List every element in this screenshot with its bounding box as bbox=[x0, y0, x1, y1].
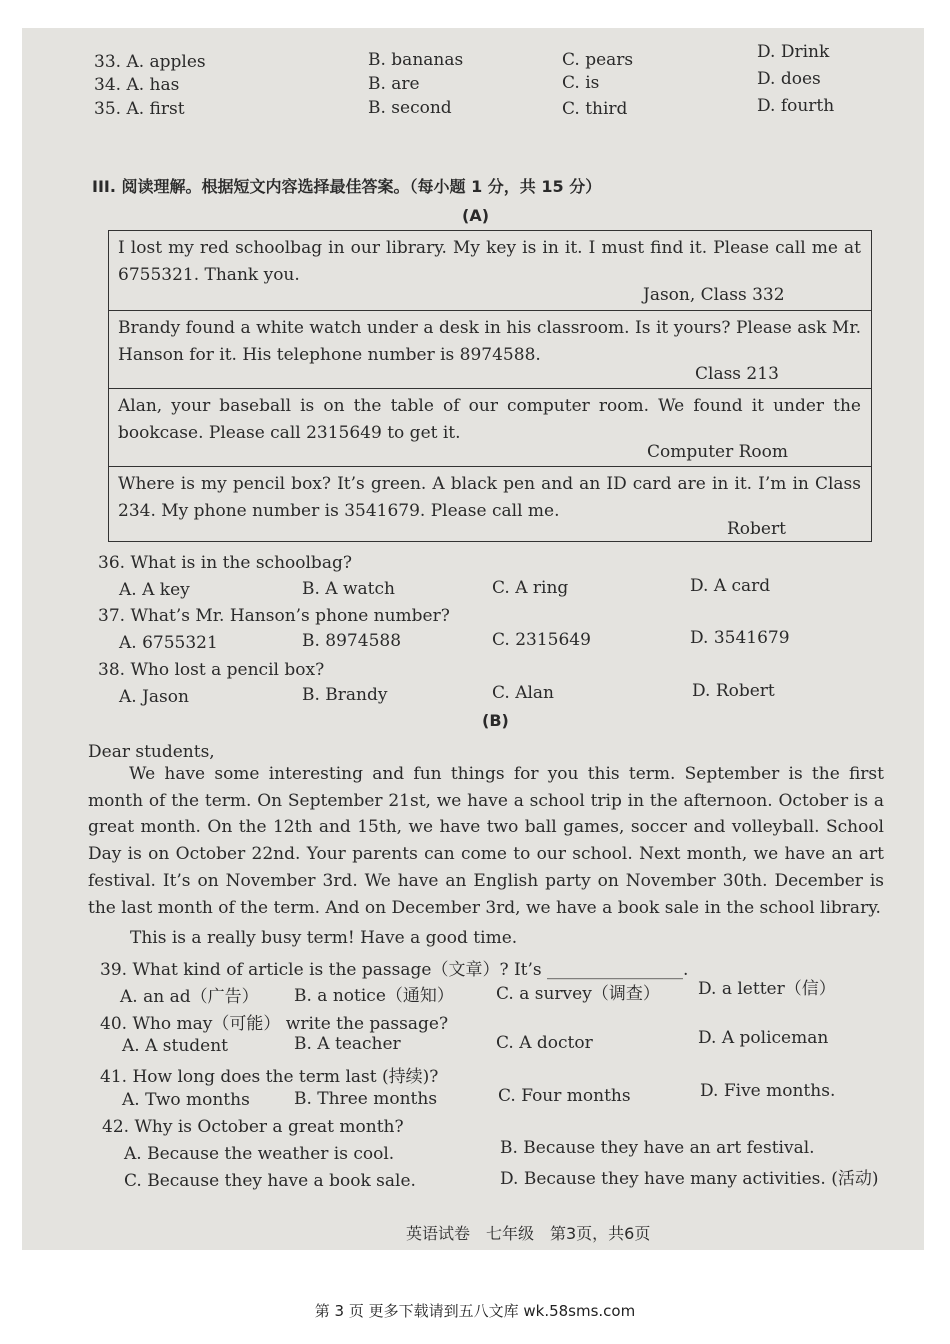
exam-page-footer: 英语试卷 七年级 第3页，共6页 bbox=[406, 1224, 651, 1243]
option-c: C. 2315649 bbox=[492, 630, 591, 650]
q34-option-a: 34. A. has bbox=[94, 75, 180, 95]
question-stem: 36. What is in the schoolbag? bbox=[98, 553, 352, 573]
scanned-exam-page bbox=[22, 28, 924, 1250]
q34-option-d: D. does bbox=[757, 69, 821, 89]
option-b: B. a notice（通知） bbox=[294, 986, 454, 1006]
q35-option-b: B. second bbox=[368, 98, 452, 118]
option-b: B. Brandy bbox=[302, 685, 388, 705]
option-a: A. Jason bbox=[119, 687, 189, 707]
notice-text: Where is my pencil box? It’s green. A black pen and an ID card are in it. I’m in Class 234. My phone number is 3541679. Please call me. bbox=[118, 474, 861, 521]
option-c: C. Alan bbox=[492, 683, 555, 703]
q35-option-d: D. fourth bbox=[757, 96, 835, 116]
option-d: D. Because they have many activities. (活动) bbox=[500, 1169, 879, 1189]
question-stem: 39. What kind of article is the passage（文章）? It’s ________________. bbox=[100, 960, 689, 980]
question-stem: 38. Who lost a pencil box? bbox=[98, 660, 325, 680]
question-stem: 42. Why is October a great month? bbox=[102, 1117, 404, 1137]
part-a-label: (A) bbox=[462, 206, 490, 225]
option-a: A. A student bbox=[122, 1036, 228, 1056]
letter-greeting: Dear students, bbox=[88, 742, 215, 762]
q35-option-a: 35. A. first bbox=[94, 99, 185, 119]
q33-option-a: 33. A. apples bbox=[94, 52, 206, 72]
q33-option-c: C. pears bbox=[562, 50, 634, 70]
question-stem: 40. Who may（可能） write the passage? bbox=[100, 1014, 449, 1034]
download-watermark: 第 3 页 更多下载请到五八文库 wk.58sms.com bbox=[314, 1302, 636, 1320]
option-d: D. A card bbox=[690, 576, 771, 596]
notice-row bbox=[109, 311, 871, 389]
q34-option-b: B. are bbox=[368, 74, 420, 94]
letter-closing: This is a really busy term! Have a good time. bbox=[130, 928, 518, 948]
notice-signature: Jason, Class 332 bbox=[643, 285, 785, 305]
option-d: D. A policeman bbox=[698, 1028, 829, 1048]
notice-row bbox=[109, 389, 871, 467]
notice-signature: Robert bbox=[727, 519, 786, 539]
q33-option-b: B. bananas bbox=[368, 50, 464, 70]
option-d: D. Robert bbox=[692, 681, 775, 701]
option-c: C. Four months bbox=[498, 1086, 631, 1106]
question-stem: 37. What’s Mr. Hanson’s phone number? bbox=[98, 606, 450, 626]
option-a: A. an ad（广告） bbox=[120, 987, 259, 1007]
option-c: C. A ring bbox=[492, 578, 569, 598]
option-c: C. a survey（调查） bbox=[496, 984, 660, 1004]
option-d: D. 3541679 bbox=[690, 628, 790, 648]
option-b: B. 8974588 bbox=[302, 631, 402, 651]
notice-signature: Computer Room bbox=[647, 442, 789, 462]
question-stem: 41. How long does the term last (持续)? bbox=[100, 1067, 439, 1087]
q33-option-d: D. Drink bbox=[757, 42, 830, 62]
notice-row bbox=[109, 231, 871, 311]
option-a: A. 6755321 bbox=[119, 633, 218, 653]
notices-table bbox=[108, 230, 872, 542]
part-b-label: (B) bbox=[482, 711, 509, 730]
option-c: C. A doctor bbox=[496, 1033, 593, 1053]
option-a: A. Because the weather is cool. bbox=[124, 1144, 395, 1164]
option-b: B. Three months bbox=[294, 1089, 438, 1109]
option-d: D. Five months. bbox=[700, 1081, 836, 1101]
notice-text: I lost my red schoolbag in our library. My key is in it. I must find it. Please call me at 6755321. Thank you. bbox=[118, 238, 861, 285]
option-b: B. A teacher bbox=[294, 1034, 401, 1054]
q35-option-c: C. third bbox=[562, 99, 628, 119]
section-heading: III. 阅读理解。根据短文内容选择最佳答案。（每小题 1 分，共 15 分） bbox=[92, 177, 602, 196]
notice-signature: Class 213 bbox=[695, 364, 779, 384]
option-b: B. A watch bbox=[302, 579, 395, 599]
notice-row bbox=[109, 467, 871, 543]
notice-text: Brandy found a white watch under a desk in his classroom. Is it yours? Please ask Mr. Hanson for it. His telephone number is 8974588. bbox=[118, 318, 861, 365]
option-d: D. a letter（信） bbox=[698, 979, 836, 999]
option-a: A. Two months bbox=[122, 1090, 250, 1110]
option-b: B. Because they have an art festival. bbox=[500, 1138, 815, 1158]
q34-option-c: C. is bbox=[562, 73, 600, 93]
letter-body: We have some interesting and fun things for you this term. September is the first month of the term. On September 21st, we have a school trip in the afternoon. October is a great month. On the 12th and 15th, we have two ball games, soccer and volleyball. School Day is on October 22nd. Your parents can come to our school. Next month, we have an art festival. It’s on November 3rd. We have an English party on November 30th. December is the last month of the term. And on December 3rd, we have a book sale in the school library. bbox=[88, 764, 884, 918]
notice-text: Alan, your baseball is on the table of our computer room. We found it under the bookcase. Please call 2315649 to get it. bbox=[118, 396, 861, 443]
option-a: A. A key bbox=[119, 580, 190, 600]
option-c: C. Because they have a book sale. bbox=[124, 1171, 416, 1191]
